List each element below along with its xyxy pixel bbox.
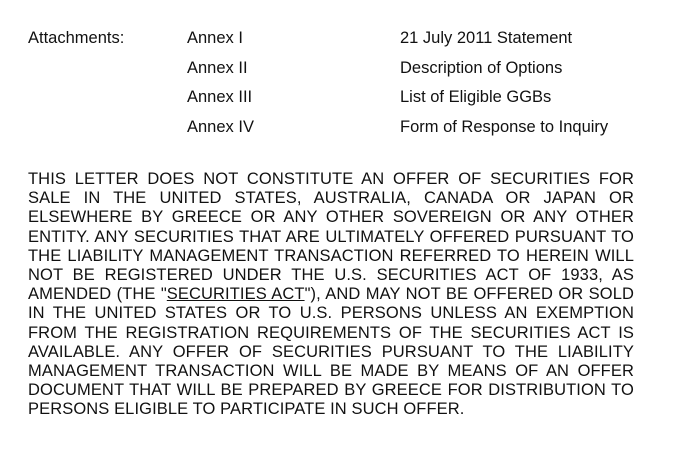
annex-description: List of Eligible GGBs — [400, 88, 552, 106]
disclaimer-text-part2: "), AND MAY NOT BE OFFERED OR SOLD IN THE UNITED STATES OR TO U.S. PERSONS UNLESS AN EXEMPTION FROM THE REGISTRATION REQUIREMENTS OF THE SECURITIES ACT IS AVAILABLE. ANY OFFER OF SECURITIES PURSUANT TO THE LIABILITY MANAGEMENT TRANSACTION WILL BE MADE BY MEANS OF AN OFFER DOCUMENT THAT WILL BE PREPARED BY GREECE FOR DISTRIBUTION TO PERSONS ELIGIBLE TO PARTICIPATE IN SUCH OFFER. — [28, 285, 634, 419]
securities-disclaimer — [28, 170, 634, 420]
annex-label: Annex IV — [187, 117, 254, 136]
annex-description: Form of Response to Inquiry — [400, 117, 609, 136]
annex-label: Annex II — [187, 58, 248, 77]
attachments-label: Attachments: — [28, 29, 125, 47]
annex-description: Description of Options — [400, 58, 563, 77]
annex-label: Annex III — [187, 88, 253, 106]
disclaimer-text-part1: THIS LETTER DOES NOT CONSTITUTE AN OFFER OF SECURITIES FOR SALE IN THE UNITED STATES, AUSTRALIA, CANADA OR JAPAN OR ELSEWHERE BY GREECE OR ANY OTHER SOVEREIGN OR ANY OTHER ENTITY. ANY SECURITIES THAT ARE ULTIMATELY OFFERED PURSUANT TO THE LIABILITY MANAGEMENT TRANSACTION REFERRED TO HEREIN WILL NOT BE REGISTERED UNDER THE U.S. SECURITIES ACT OF 1933, AS AMENDED (THE " — [28, 170, 634, 304]
annex-label: Annex I — [187, 29, 243, 47]
securities-act-defined-term: SECURITIES ACT — [166, 285, 305, 304]
annex-description: 21 July 2011 Statement — [400, 29, 573, 47]
